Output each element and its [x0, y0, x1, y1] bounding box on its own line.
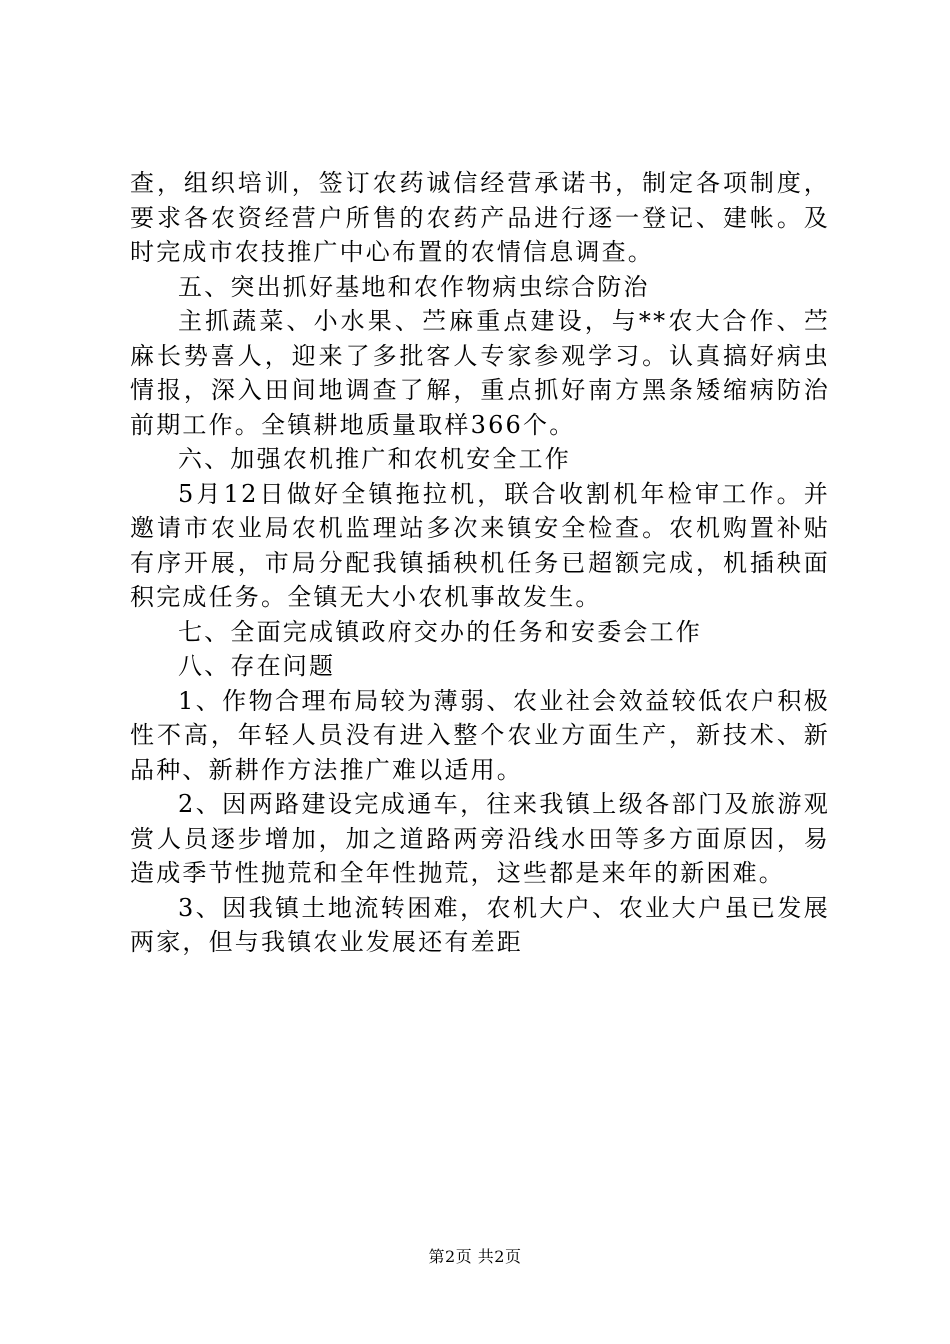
section-heading-7: 七、全面完成镇政府交办的任务和安委会工作 [178, 617, 702, 646]
page-number-label: 第2页 共2页 [428, 1247, 522, 1266]
problem-item-1: 1、作物合理布局较为薄弱、农业社会效益较低农户积极性不高，年轻人员没有进入整个农业方面生产，新技术、新品种、新耕作方法推广难以适用。 [130, 686, 830, 784]
section-heading-8: 八、存在问题 [178, 652, 336, 680]
paragraph-continuation: 查，组织培训，签订农药诚信经营承诺书，制定各项制度，要求各农资经营户所售的农药产品进行逐一登记、建帐。及时完成市农技推广中心布置的农情信息调查。 [130, 169, 830, 266]
paragraph-base-construction: 主抓蔬菜、小水果、苎麻重点建设，与**农大合作、苎麻长势喜人，迎来了多批客人专家参观学习。认真搞好病虫情报，深入田间地调查了解，重点抓好南方黑条矮缩病防治前期工作。全镇耕地质量取样366个。 [130, 307, 830, 439]
paragraph-machinery-safety: 5月12日做好全镇拖拉机，联合收割机年检审工作。并邀请市农业局农机监理站多次来镇安全检查。农机购置补贴有序开展，市局分配我镇插秧机任务已超额完成，机插秧面积完成任务。全镇无大小农机事故发生。 [130, 479, 830, 611]
page-footer [0, 1244, 950, 1267]
problem-item-3: 3、因我镇土地流转困难，农机大户、农业大户虽已发展两家，但与我镇农业发展还有差距 [130, 893, 830, 956]
problem-item-2: 2、因两路建设完成通车，往来我镇上级各部门及旅游观赏人员逐步增加，加之道路两旁沿线水田等多方面原因，易造成季节性抛荒和全年性抛荒，这些都是来年的新困难。 [130, 790, 830, 887]
section-heading-6: 六、加强农机推广和农机安全工作 [178, 445, 571, 473]
section-heading-5: 五、突出抓好基地和农作物病虫综合防治 [178, 272, 650, 301]
document-body [130, 166, 830, 960]
